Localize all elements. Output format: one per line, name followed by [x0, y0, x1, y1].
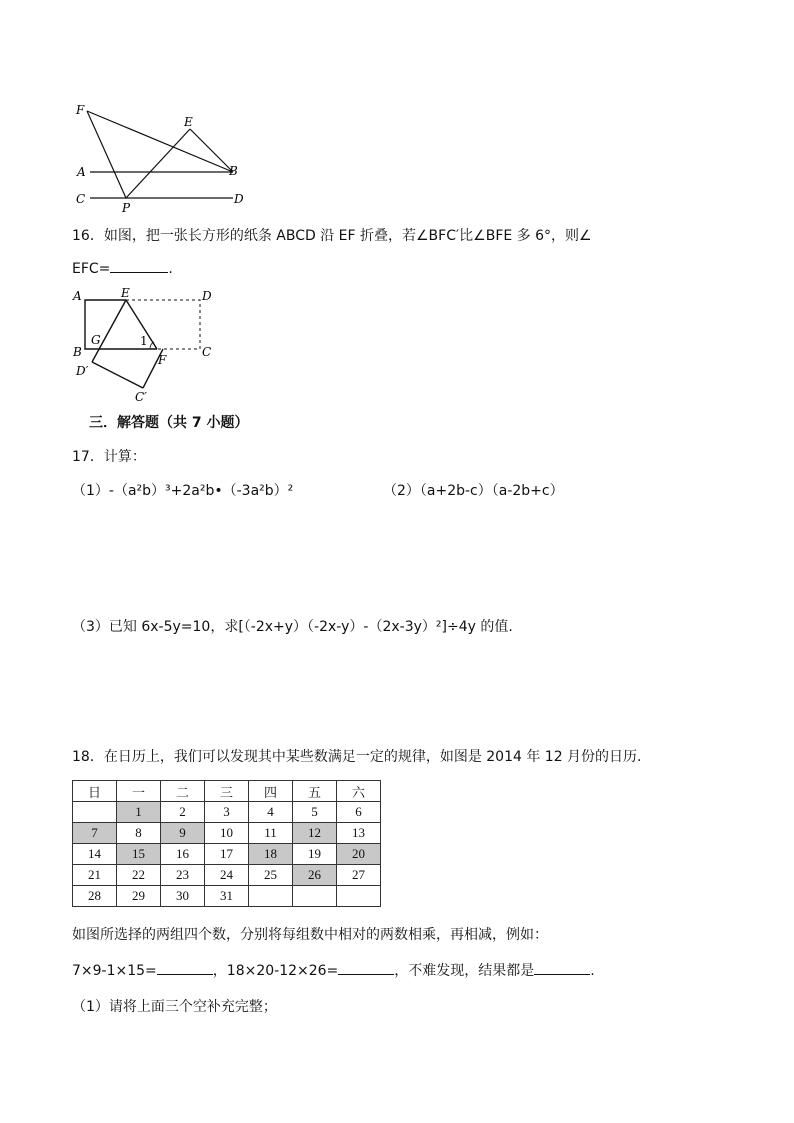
calendar-day-cell [249, 886, 293, 907]
segment-fb [87, 111, 233, 172]
q18-description: 如图所选择的两组四个数，分别将每组数中相对的两数相乘，再相减，例如： [72, 927, 548, 943]
calendar-header-cell: 六 [337, 781, 381, 802]
calendar-table [72, 780, 381, 907]
calendar-day-cell: 16 [161, 844, 205, 865]
q17-part3: （3）已知 6x-5y=10，求[（-2x+y）（-2x-y）-（2x-3y）²]÷4y 的值. [72, 619, 513, 635]
label-a: A [77, 165, 86, 179]
calendar-day-cell: 9 [161, 823, 205, 844]
label-c: C [76, 192, 86, 206]
calendar-day-cell [337, 886, 381, 907]
calendar-day-cell: 8 [117, 823, 161, 844]
calendar-week-row [73, 886, 381, 907]
q17-title: 17．计算： [72, 449, 146, 465]
label-b16: B [73, 345, 82, 359]
label-dprime16: D′ [76, 364, 89, 378]
calendar-day-cell [293, 886, 337, 907]
calendar-day-cell: 18 [249, 844, 293, 865]
calendar-day-cell: 14 [73, 844, 117, 865]
label-cprime16: C′ [135, 390, 147, 404]
label-c16: C [202, 345, 212, 359]
label-g16: G [91, 333, 101, 347]
calendar-day-cell: 2 [161, 802, 205, 823]
folded-edge-dc [92, 362, 143, 388]
calendar-day-cell: 27 [337, 865, 381, 886]
fold-figure [70, 285, 230, 405]
calendar-day-cell: 20 [337, 844, 381, 865]
calendar-day-cell: 5 [293, 802, 337, 823]
segment-fp [87, 111, 126, 198]
calendar-day-cell: 12 [293, 823, 337, 844]
label-b: B [229, 164, 238, 178]
q18-expr2: 18×20-12×26= [226, 963, 339, 979]
q18-intro: 18．在日历上，我们可以发现其中某些数满足一定的规律，如图是 2014 年 12 月份的日历. [72, 749, 642, 765]
calendar-day-cell: 7 [73, 823, 117, 844]
label-e16: E [121, 286, 130, 300]
label-angle-1: 1 [140, 334, 148, 348]
label-a16: A [73, 289, 82, 303]
q16-line1: 16．如图，把一张长方形的纸条 ABCD 沿 EF 折叠，若∠BFC′比∠BFE 多 6°，则∠ [72, 228, 592, 244]
calendar-header-row [73, 781, 381, 802]
q16-suffix: . [168, 261, 173, 277]
q17-part1: （1）-（a²b）³+2a²b•（-3a²b）² [72, 483, 294, 499]
calendar-day-cell: 15 [117, 844, 161, 865]
calendar-day-cell: 17 [205, 844, 249, 865]
calendar-week-row [73, 823, 381, 844]
label-d16: D [202, 289, 212, 303]
q18-expr1: 7×9-1×15= [72, 963, 157, 979]
calendar-day-cell: 19 [293, 844, 337, 865]
calendar-header-cell: 日 [73, 781, 117, 802]
calendar-day-cell: 31 [205, 886, 249, 907]
calendar-day-cell: 3 [205, 802, 249, 823]
calendar-day-cell: 29 [117, 886, 161, 907]
q16-line2 [72, 258, 173, 279]
calendar-header-cell: 三 [205, 781, 249, 802]
calendar-day-cell: 4 [249, 802, 293, 823]
q18-blank2[interactable] [338, 960, 394, 975]
label-f: F [76, 103, 85, 117]
calendar-day-cell: 21 [73, 865, 117, 886]
calendar-day-cell: 11 [249, 823, 293, 844]
label-p: P [122, 201, 131, 215]
q16-prefix: EFC= [72, 261, 111, 277]
q18-end: . [590, 963, 595, 979]
section-heading: 三．解答题（共 7 小题） [89, 415, 249, 431]
calendar-day-cell: 28 [73, 886, 117, 907]
q18-sub1: （1）请将上面三个空补充完整； [72, 999, 277, 1015]
calendar-day-cell: 25 [249, 865, 293, 886]
top-geometry-figure [70, 100, 260, 215]
calendar-day-cell: 1 [117, 802, 161, 823]
calendar-week-row [73, 844, 381, 865]
label-e: E [184, 115, 193, 129]
calendar-week-row [73, 802, 381, 823]
calendar-day-cell: 30 [161, 886, 205, 907]
calendar-day-cell: 6 [337, 802, 381, 823]
q18-expressions [72, 960, 595, 981]
calendar-week-row [73, 865, 381, 886]
calendar-day-cell: 22 [117, 865, 161, 886]
calendar-day-cell: 24 [205, 865, 249, 886]
calendar-header-cell: 四 [249, 781, 293, 802]
original-strip-dashed [126, 300, 200, 349]
folded-edge-ed [92, 300, 126, 362]
label-d: D [234, 192, 244, 206]
calendar-day-cell: 23 [161, 865, 205, 886]
calendar-header-cell: 一 [117, 781, 161, 802]
calendar-day-cell: 10 [205, 823, 249, 844]
q16-answer-blank[interactable] [110, 258, 168, 273]
q17-part2: （2）（a+2b-c）（a-2b+c） [383, 483, 564, 499]
calendar-header-cell: 五 [293, 781, 337, 802]
q18-blank3[interactable] [534, 960, 590, 975]
calendar-day-cell [73, 802, 117, 823]
segment-eb [190, 129, 233, 172]
calendar-header-cell: 二 [161, 781, 205, 802]
calendar-day-cell: 26 [293, 865, 337, 886]
q18-tail: ，不难发现，结果都是 [394, 963, 535, 979]
calendar-day-cell: 13 [337, 823, 381, 844]
q18-sep: ， [212, 963, 227, 979]
segment-pe [126, 129, 190, 198]
q18-blank1[interactable] [157, 960, 213, 975]
label-f16: F [158, 353, 167, 367]
